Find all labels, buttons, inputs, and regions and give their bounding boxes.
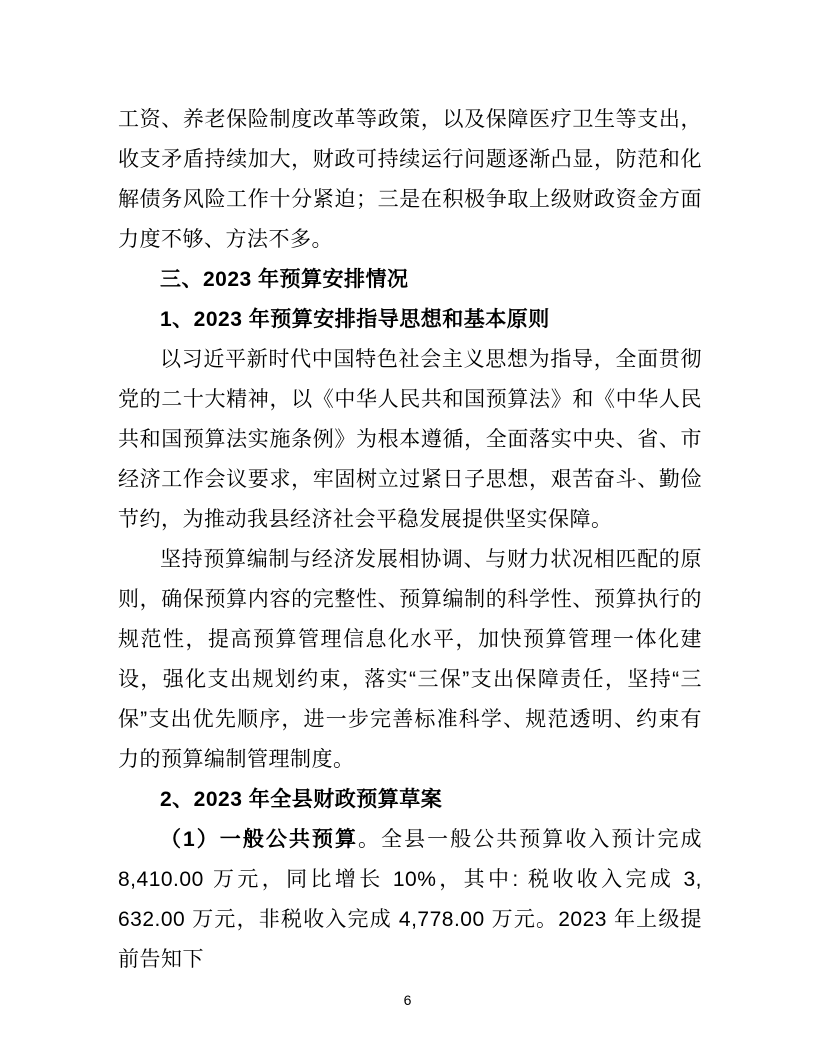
subsection-heading-2: 2、2023 年全县财政预算草案 (160, 788, 443, 811)
document-body (118, 100, 702, 980)
paragraph-continuation: 工资、养老保险制度改革等政策，以及保障医疗卫生等支出，收支矛盾持续加大，财政可持续运行问题逐渐凸显，防范和化解债务风险工作十分紧迫；三是在积极争取上级财政资金方面力度不够、方法不多。 (118, 108, 702, 251)
section-heading-3: 三、2023 年预算安排情况 (160, 268, 409, 291)
page-number: 6 (403, 992, 412, 1008)
paragraph-budget-compilation: 坚持预算编制与经济发展相协调、与财力状况相匹配的原则，确保预算内容的完整性、预算编制的科学性、预算执行的规范性，提高预算管理信息化水平，加快预算管理一体化建设，强化支出规划约束，落实“三保”支出保障责任，坚持“三保”支出优先顺序，进一步完善标准科学、规范透明、约束有力的预算编制管理制度。 (118, 548, 702, 771)
paragraph-general-public-budget (118, 820, 702, 980)
paragraph-lead-bold: （1）一般公共预算 (160, 828, 358, 851)
paragraph-lead-rest: 。全县一般公共预算收入预计完成 8,410.00 万元，同比增长 10%，其中: 税收收入完成 3, 632.00 万元，非税收入完成 4,778.00 万元。2023 年上级提前告知下 (118, 828, 702, 971)
subsection-heading-1: 1、2023 年预算安排指导思想和基本原则 (160, 308, 550, 331)
paragraph-guiding-principles: 以习近平新时代中国特色社会主义思想为指导，全面贯彻党的二十大精神，以《中华人民共和国预算法》和《中华人民共和国预算法实施条例》为根本遵循，全面落实中央、省、市经济工作会议要求，牢固树立过紧日子思想，艰苦奋斗、勤俭节约，为推动我县经济社会平稳发展提供坚实保障。 (118, 348, 702, 531)
